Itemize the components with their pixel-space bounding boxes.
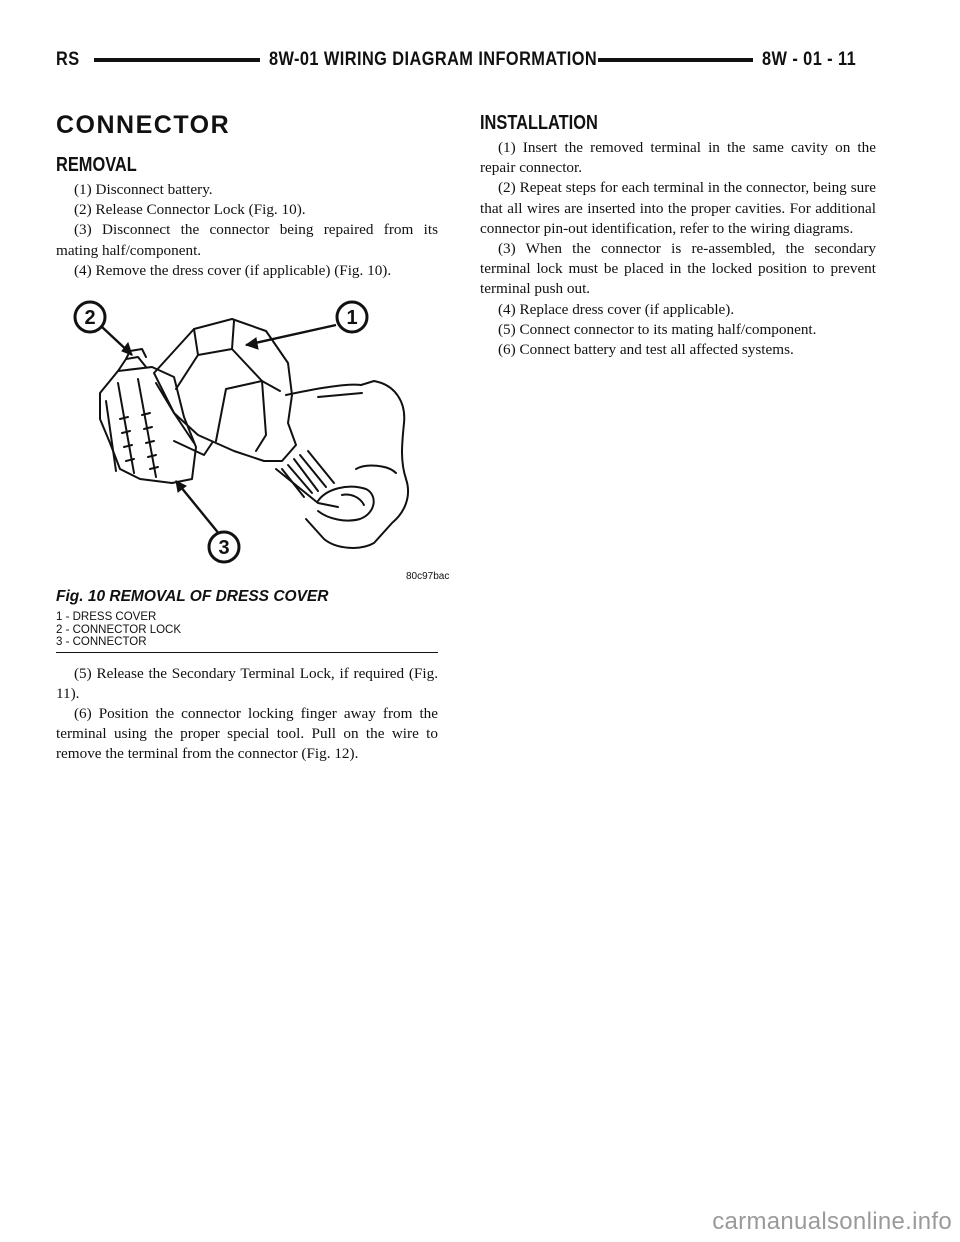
header-rule-left	[94, 58, 260, 62]
thumb-outline	[318, 487, 374, 521]
removal-heading: REMOVAL	[56, 154, 137, 176]
legend-item-connector-lock: 2 - CONNECTOR LOCK	[56, 623, 182, 636]
installation-step: (5) Connect connector to its mating half/component.	[498, 320, 817, 338]
header-section-title: 8W-01 WIRING DIAGRAM INFORMATION	[269, 49, 598, 70]
site-watermark: carmanualsonline.info	[712, 1208, 952, 1235]
removal-step: (3) Disconnect the connector being repaired from its mating half/component.	[56, 221, 438, 259]
legend-item-connector: 3 - CONNECTOR	[56, 636, 147, 649]
figure-code: 80c97bac	[406, 571, 450, 583]
figure-10	[56, 293, 450, 585]
figure-caption: Fig. 10 REMOVAL OF DRESS COVER	[56, 588, 329, 606]
header-model-code: RS	[56, 49, 80, 70]
hand-outline	[286, 381, 408, 548]
removal-step: (1) Disconnect battery.	[74, 181, 213, 198]
header-page-number: 8W - 01 - 11	[762, 49, 857, 70]
removal-steps-continued	[56, 664, 438, 765]
header-rule-right	[598, 58, 753, 62]
installation-heading: INSTALLATION	[480, 112, 598, 134]
removal-step: (6) Position the connector locking finger away from the terminal using the proper special tool. Pull on the wire to remove the terminal from the connector (Fig. 12).	[56, 704, 438, 763]
removal-steps	[56, 180, 438, 281]
installation-steps	[480, 138, 876, 360]
removal-step: (5) Release the Secondary Terminal Lock, if required (Fig. 11).	[56, 664, 438, 702]
section-title: CONNECTOR	[56, 111, 231, 139]
callout-3: 3	[218, 537, 230, 560]
installation-step: (2) Repeat steps for each terminal in the connector, being sure that all wires are inserted into the proper cavities. For additional connector pin-out identification, refer to the wiring diagrams.	[480, 179, 876, 237]
legend-item-dress-cover: 1 - DRESS COVER	[56, 611, 157, 624]
installation-step: (3) When the connector is re-assembled, the secondary terminal lock must be placed in the locked position to prevent terminal push out.	[480, 240, 876, 298]
installation-step: (6) Connect battery and test all affected systems.	[498, 341, 794, 359]
callout-1: 1	[346, 307, 358, 330]
installation-step: (4) Replace dress cover (if applicable).	[498, 300, 735, 318]
callout-2: 2	[84, 307, 96, 330]
legend-rule	[56, 652, 438, 653]
running-header	[56, 44, 876, 76]
left-column	[56, 108, 450, 765]
connector-illustration	[56, 293, 450, 585]
right-column	[480, 108, 876, 360]
installation-step: (1) Insert the removed terminal in the same cavity on the repair connector.	[480, 139, 876, 177]
wire-bundle	[282, 451, 334, 497]
callout-badges	[75, 302, 367, 562]
removal-step: (4) Remove the dress cover (if applicable) (Fig. 10).	[74, 261, 392, 279]
removal-step: (2) Release Connector Lock (Fig. 10).	[74, 201, 306, 219]
